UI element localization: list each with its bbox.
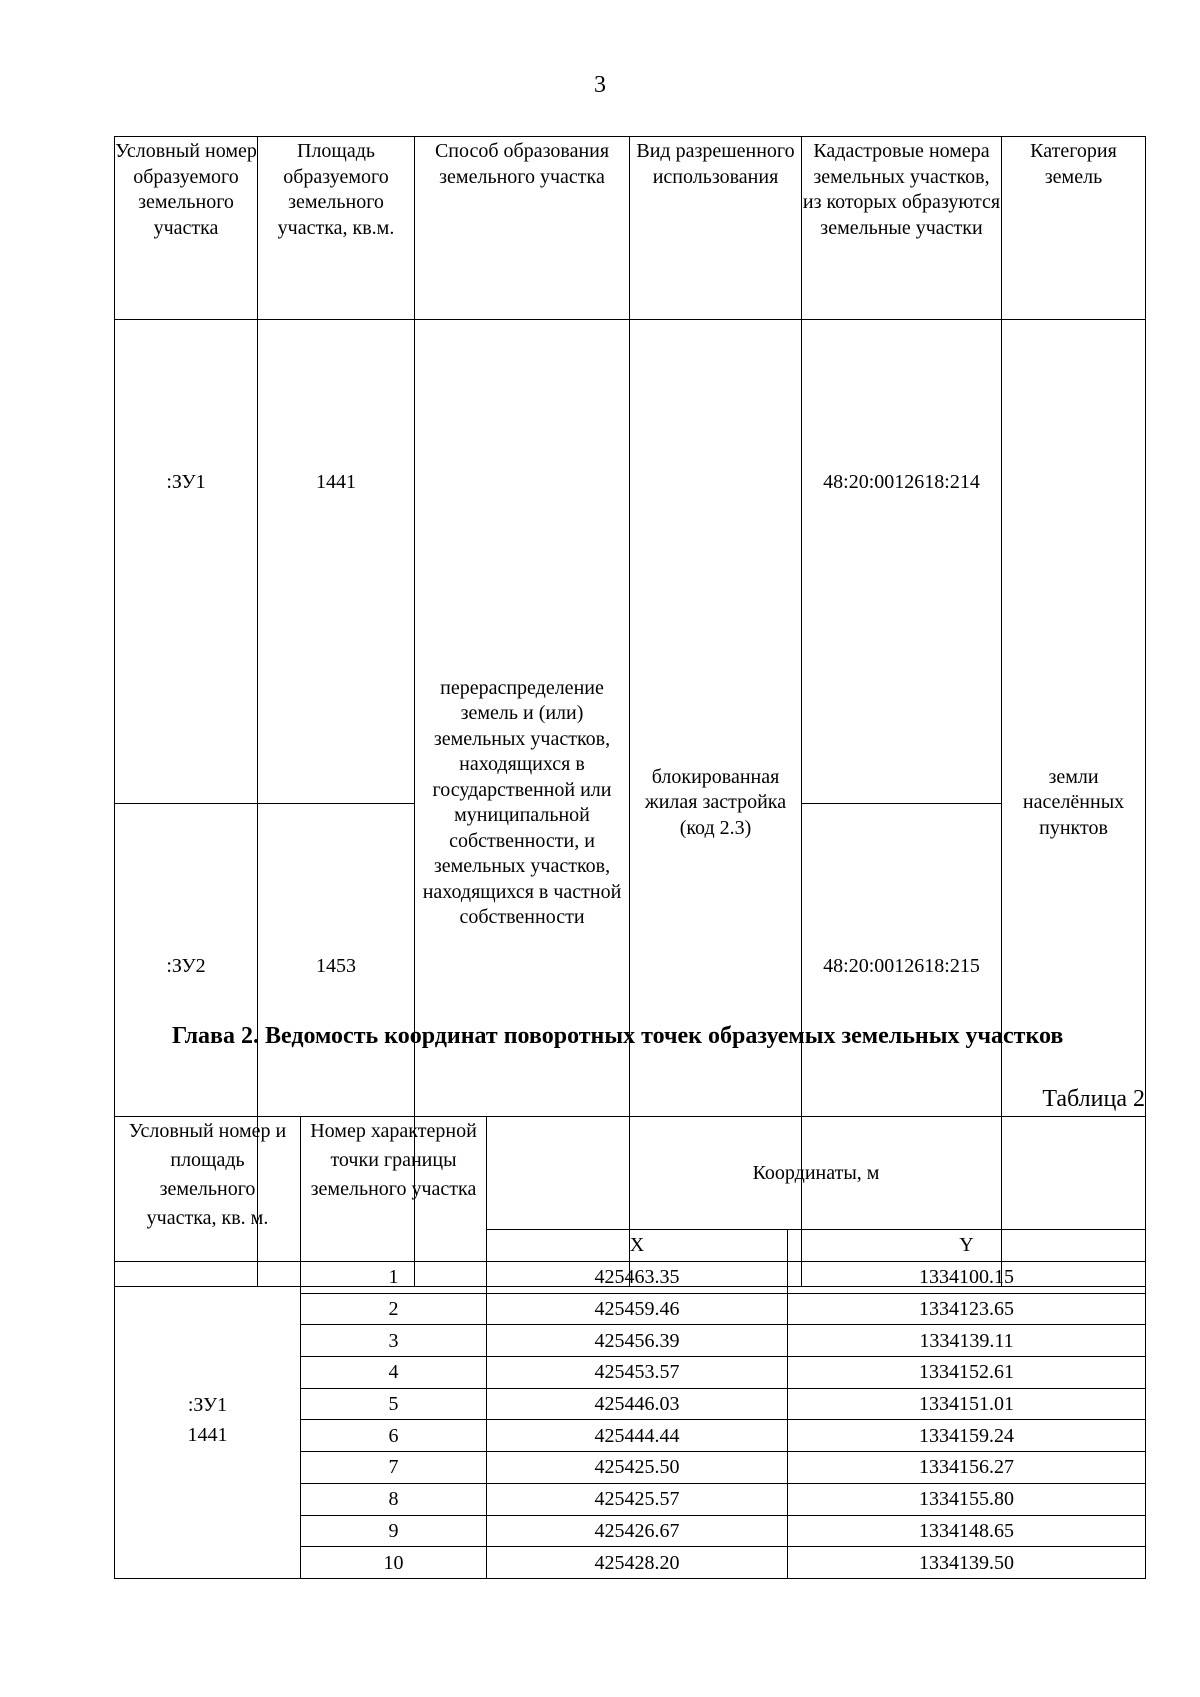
point-number-cell: 4 bbox=[301, 1357, 487, 1389]
coordinates-table-header bbox=[115, 1117, 1146, 1230]
header-plot-and-area: Условный номер и площадь земельного участка, кв. м. bbox=[115, 1117, 301, 1262]
plot-number-cell: :ЗУ2 bbox=[115, 804, 258, 1287]
point-number-cell: 5 bbox=[301, 1388, 487, 1420]
plot-id: :ЗУ1 bbox=[187, 1393, 228, 1416]
cadastral-number-cell: 48:20:0012618:214 bbox=[802, 320, 1002, 804]
point-number-cell: 8 bbox=[301, 1483, 487, 1515]
area-cell: 1453 bbox=[258, 804, 415, 1287]
y-coordinate-cell: 1334159.24 bbox=[788, 1420, 1146, 1452]
x-coordinate-cell: 425463.35 bbox=[487, 1262, 788, 1294]
x-coordinate-cell: 425453.57 bbox=[487, 1357, 788, 1389]
x-coordinate-cell: 425456.39 bbox=[487, 1325, 788, 1357]
x-coordinate-cell: 425425.57 bbox=[487, 1483, 788, 1515]
y-coordinate-cell: 1334139.50 bbox=[788, 1547, 1146, 1579]
point-number-cell: 3 bbox=[301, 1325, 487, 1357]
point-number-cell: 9 bbox=[301, 1515, 487, 1547]
plot-area: 1441 bbox=[187, 1423, 228, 1446]
table-row bbox=[115, 320, 1146, 804]
method-cell: перераспределение земель и (или) земельных участков, находящихся в государственной или муниципальной собственности, и земельных участков, находящихся в частной собственности bbox=[415, 320, 630, 1287]
y-coordinate-cell: 1334123.65 bbox=[788, 1293, 1146, 1325]
plot-number-cell: :ЗУ1 bbox=[115, 320, 258, 804]
y-coordinate-cell: 1334100.15 bbox=[788, 1262, 1146, 1294]
header-x: X bbox=[487, 1230, 788, 1262]
header-y: Y bbox=[788, 1230, 1146, 1262]
header-coordinates: Координаты, м bbox=[487, 1117, 1146, 1230]
header-land-category: Категория земель bbox=[1002, 137, 1146, 320]
chapter-heading: Глава 2. Ведомость координат поворотных точек образуемых земельных участков bbox=[172, 1023, 1064, 1049]
y-coordinate-cell: 1334152.61 bbox=[788, 1357, 1146, 1389]
cadastral-number-cell: 48:20:0012618:215 bbox=[802, 804, 1002, 1287]
y-coordinate-cell: 1334155.80 bbox=[788, 1483, 1146, 1515]
x-coordinate-cell: 425446.03 bbox=[487, 1388, 788, 1420]
x-coordinate-cell: 425426.67 bbox=[487, 1515, 788, 1547]
header-point-number: Номер характерной точки границы земельного участка bbox=[301, 1117, 487, 1262]
header-method: Способ образования земельного участка bbox=[415, 137, 630, 320]
plots-table bbox=[114, 136, 1146, 1287]
y-coordinate-cell: 1334148.65 bbox=[788, 1515, 1146, 1547]
point-number-cell: 10 bbox=[301, 1547, 487, 1579]
y-coordinate-cell: 1334156.27 bbox=[788, 1452, 1146, 1484]
point-number-cell: 1 bbox=[301, 1262, 487, 1294]
x-coordinate-cell: 425444.44 bbox=[487, 1420, 788, 1452]
header-plot-number: Условный номер образуемого земельного участка bbox=[115, 137, 258, 320]
header-cadastral-numbers: Кадастровые номера земельных участков, из которых образуются земельные участки bbox=[802, 137, 1002, 320]
point-number-cell: 6 bbox=[301, 1420, 487, 1452]
x-coordinate-cell: 425425.50 bbox=[487, 1452, 788, 1484]
point-number-cell: 7 bbox=[301, 1452, 487, 1484]
header-area: Площадь образуемого земельного участка, кв.м. bbox=[258, 137, 415, 320]
land-category-cell: земли населённых пунктов bbox=[1002, 320, 1146, 1287]
y-coordinate-cell: 1334139.11 bbox=[788, 1325, 1146, 1357]
plots-table-header bbox=[115, 137, 1146, 320]
plot-id-cell bbox=[115, 1262, 301, 1579]
x-coordinate-cell: 425428.20 bbox=[487, 1547, 788, 1579]
y-coordinate-cell: 1334151.01 bbox=[788, 1388, 1146, 1420]
point-number-cell: 2 bbox=[301, 1293, 487, 1325]
header-permitted-use: Вид разрешенного использования bbox=[630, 137, 802, 320]
table-row bbox=[115, 1262, 1146, 1294]
coordinates-table bbox=[114, 1116, 1146, 1579]
x-coordinate-cell: 425459.46 bbox=[487, 1293, 788, 1325]
permitted-use-cell: блокированная жилая застройка (код 2.3) bbox=[630, 320, 802, 1287]
table-caption: Таблица 2 bbox=[1042, 1086, 1145, 1112]
page-number: 3 bbox=[594, 72, 606, 98]
area-cell: 1441 bbox=[258, 320, 415, 804]
